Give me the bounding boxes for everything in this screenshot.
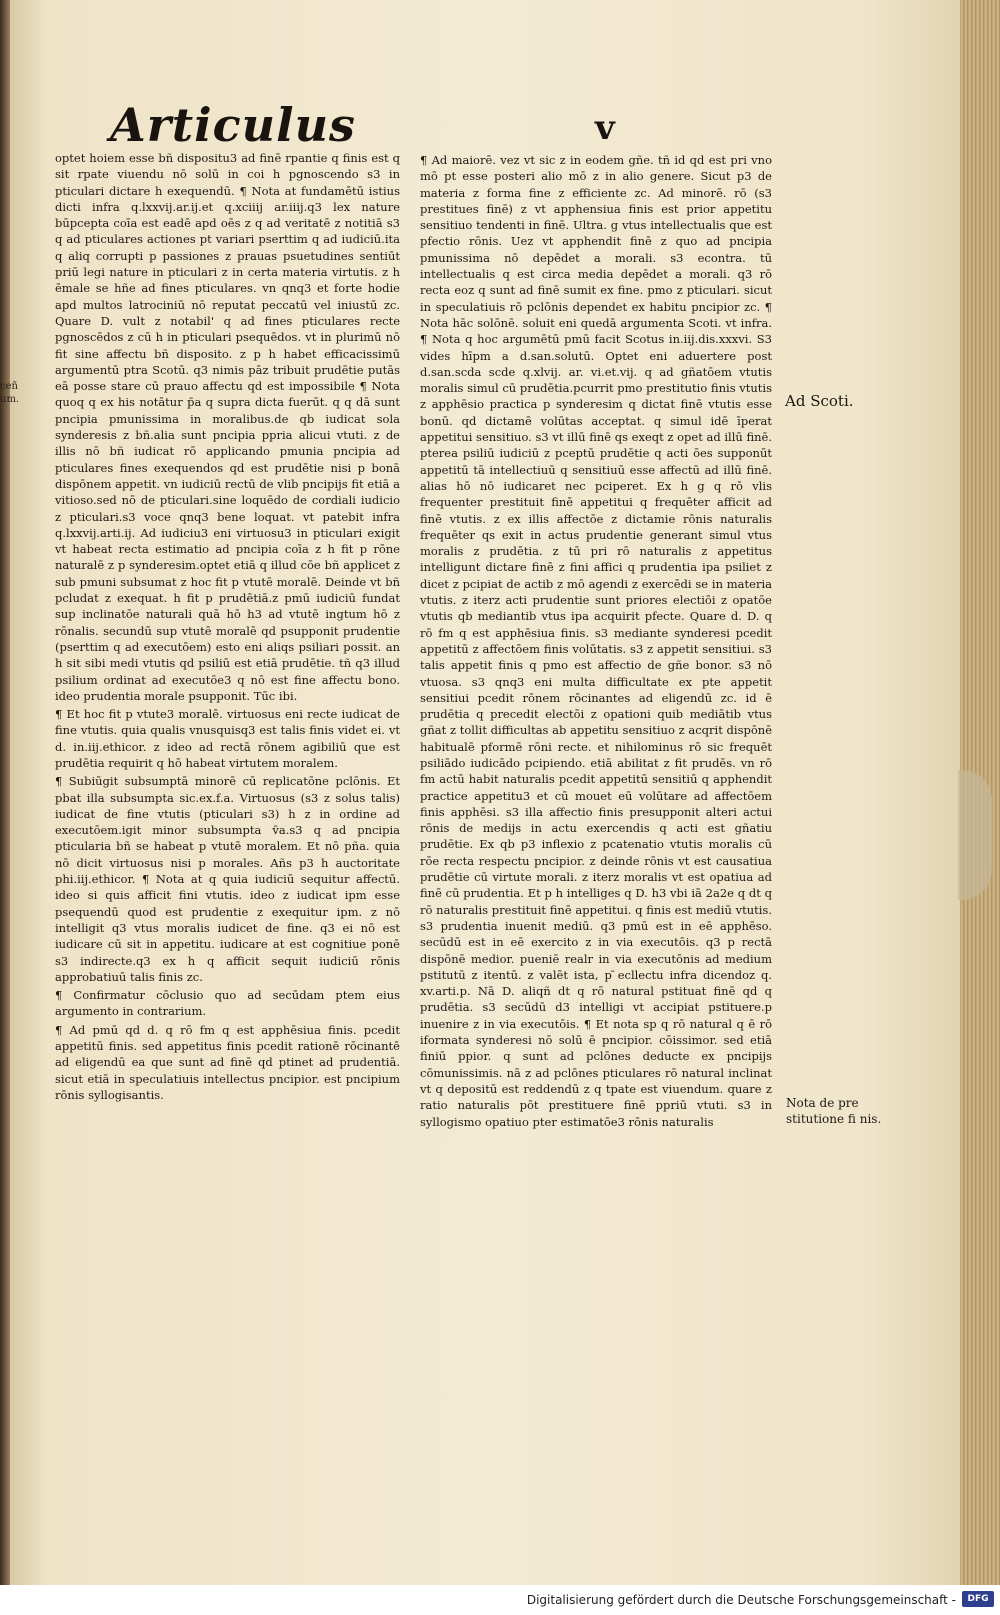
paragraph: optet hoiem esse bñ dispositu3 ad finē rpantie q finis est q sit rpate viuendu nō solū in coi h pgnoscendo s3 in pticulari dictare h exequendū. ¶ Nota at fundamētū istius dicti infra q.lxxvij.ar.ij.et q.xciiij ar.iiij.q3 lex nature būpcepta coīa est eadē apd oēs z q ad veritatē z notitiā s3 q ad pticulares actiones pt variari pserttim q ad iudiciū.ita q aliq corrupti p passiones z prauas psuetudines sentiūt priū legi nature in pticulari z in certa materia virtutis. z h ēmale se hñe ad fines pticulares. vn qnq3 et forte hodie apd multos latrociniū nō reputat peccatū vel iniustū zc. Quare D. vult z notabil' q ad fines pticulares recte pgnoscēdos z cū h in pticulari psequēdos. vt in plurimū nō fit sine affectu bñ disposito. z p h habet efficacissimū argumentū ptra Scotū. q3 nimis pāz tribuit prudētie putās eā posse stare cū prauo affectu qd est impossibile ¶ Nota quoq q ex his notātur p̄a q supra dicta fuerūt. q q dā sunt pncipia pmunissima in moralibus.de qb iudicat sola synderesis z bñ.alia sunt pncipia ppria alicui vtuti. z de illis nō bñ iudicat rō applicando pmunia pncipia ad pticulares fines exequendos qd est prudētie nisi p bonā dispōnem appetit. vn iudiciū rectū de vlib pncipijs fit etiā a vitioso.sed nō de pticulari.sine loquēdo de cordiali iudicio z pticulari.s3 voce qnq3 bene loquat. vt patebit infra q.lxxvij.arti.ij. Ad iudiciu3 eni virtuosu3 in pticulari exigit vt habeat recta estimatio ad pncipia coīa z h fit p rōne naturalē z p synderesim.optet etiā q illud cōe bñ applicet z sub pmuni subsumat z hoc fit p vtutē moralē. Deinde vt bñ pcludat z exequat. h fit p prudētiā.z pmū iudiciū fundat sup inclinatōe naturali quā hō h3 ad vtutē ingtum hō z rōnalis. secundū sup vtutē moralē qd psupponit prudentie (pserttim q ad executōem) esto eni aliqs psiliari possit. an h sit sibi medi vtutis qd psiliū est etiā prudētie. tñ q3 illud psilium ordinat ad executōe3 q nō est fine affectu bono. ideo prudentia morale psupponit. Tūc ibi. [55, 151, 400, 703]
running-header-right: v [595, 108, 615, 148]
margin-note-prestitutione: Nota de pre stitutione fi nis. [786, 1096, 882, 1126]
paragraph: ¶ Subiūgit subsumptā minorē cū replicatōne pclōnis. Et pbat illa subsumpta sic.ex.f.a. Virtuosus (s3 z solus talis) iudicat de fine vtutis (pticulari s3) h z in ordine ad executōem.igit minor subsumpta v̄a.s3 q ad pncipia pticularia bñ se habeat p vtutē moralem. Et nō pña. quia nō dicit virtuosus nisi p morales. Añs p3 h auctoritate phi.iij.ethicor. ¶ Nota at q quia iudiciū sequitur affectū. ideo si quis afficit fini vtutis. ideo z iudicat ipm esse psequendū quod est prudentie z exequitur ipm. z nō intelligit q3 vtus moralis iudicet de fine. q3 ei nō est iudicare cū sit in appetitu. iudicare at est cognitiue ponē s3 indirecte.q3 ex h q afficit sequit iudiciū rōnis approbatiuū talis finis zc. [55, 774, 400, 984]
clip-tab [958, 770, 992, 900]
running-header-left: Articulus [110, 98, 356, 152]
footer-credit: Digitalisierung gefördert durch die Deutsche Forschungsgemeinschaft - [526, 1593, 956, 1607]
left-column [55, 150, 400, 1210]
paragraph: ¶ Ad maiorē. vez vt sic z in eodem gñe. tñ id qd est pri vno mō pt esse posteri alio mō z in alio genere. Sicut p3 de materia z forma fine z efficiente zc. Ad minorē. rō (s3 prestitues finē) z vt apphensiua finis est prior appetitu sensitiuo tendenti in finē. Ultra. g vtus intellectualis que est pfectio rōnis. Uez vt apphendit finē z quo ad pncipia pmunissima nō depēdet a morali. s3 econtra. tū intellectualis q est circa media depēdet a morali. q3 rō recta eoz q sunt ad finē sumit ex fine. pmo z pticulari. sicut in speculatiuis rō pclōnis dependet ex habitu pncipior zc. ¶ Nota hāc solōnē. soluit eni quedā argumenta Scoti. vt infra. ¶ Nota q hoc argumētū pmū facit Scotus in.iij.dis.xxxvi. S3 vides hīpm a d.san.solutū. Optet eni aduertere post d.san.scda scde q.xlvij. ar. vi.et.vij. q ad gñatōem vtutis moralis simul cū prudētia.pcurrit pmo prestitutio finis vtutis z apphēsio practica p synderesim q dictat finē vtutis esse bonū. qd dictamē volūtas acceptat. q simul idē īperat appetitui sensitiuo. s3 vt illū finē qs exeqt z opet ad illū finē. pterea psiliū iudiciū z pceptū prudētie q acti ōes supponūt appetitū tā intellectiuū q sensitiuū esse affectū ad illū finē. alias hō nō iudicaret nec pciperet. Ex h g q rō vlis frequenter prestituit finē appetitui q frequēter afficit ad finē vtutis. z ex illis affectōe z dictamie rōnis naturalis frequēter qs exit in actus prudentie generant simul vtus moralis z prudētia. z tū pri rō naturalis z appetitus intelligunt dictare finē z fini affici q prudentia ipa psiliet z dicet z pcipiat de actib z mō agendi z exercēdi se in materia vtutis. z iterz acti prudentie sunt priores electiōi z opatōe vtutis qb mediantib vtus ipa acquirit pfecte. Quare d. D. q rō fm q est apphēsiua finis. s3 mediante synderesi pcedit appetitū z affectōem finis volūtatis. s3 z appetit sensitiui. s3 talis appetit finis q pmo est affectio de gñe bonor. s3 nō vtuosa. s3 qnq3 eni multa difficultate ex pte appetit sensitiui pcedit rōnem rōcinantes ad eligendū zc. id ē prudētia q precedit electōi z opationi quib mediātib vtus gñat z tollit difficultas ab appetitu sensitiuo z acqrit dispōnē habitualē pformē rōni recte. et nihilominus rō sic frequēt psiliādo iudicādo pcipiendo. etiā abilitat z fit prudēs. vn rō fm actū habit naturalis pcedit appetitū sensitiū q apphendit practice appetitu3 et cū mouet eū volūtare ad affectōem finis apphēsi. s3 illa affectio finis presupponit alteri actui rōnis de medijs in actu exercendis q acti est gñatiu prudētie. Ex qb p3 inflexio z pcatenatio vtutis moralis cū rōe recta respectu pncipior. z deinde rōnis vt est causatiua prudētie cū virtute morali. z iterz moralis vt est opatiua ad finē cū prudentia. Et p h intelliges q D. h3 vbi iā 2a2e q dt q rō naturalis prestituit finē appetitui. q finis est mediū vtutis. s3 prudentia inuenit mediū. q3 pmū est in eē apphēso. secūdū est in eē exercito z in via executōis. q3 p rectā dispōnē medior. pueniē realr in via executōnis ad medium pstitutū z itentū. z valēt ista, p ̄ecllectu infra dicendoz q. xv.arti.p. Nā D. aliqñ dt q rō natural pstituat finē qd q prudētia. s3 secūdū d3 intelligi vt accipiat pstituere.p inuenire z in via executōis. ¶ Et nota sp q rō natural q ē rō iformata synderesi nō solū ē pncipior. cōissimor. sed etiā finiū ppior. q sunt ad pclōnes deducte ex pncipijs cōmunissimis. nā z ad pclōnes pticulares rō natural inclinat vt q depositū est reddendū z q tpate est viuendum. quare z ratio naturalis pōt prestituere finē ppriū vtuti. s3 in syllogismo opatiuo pter estimatōe3 rōnis naturalis [420, 153, 772, 1129]
right-column [420, 152, 772, 1202]
paragraph: ¶ Ad pmū qd d. q rō fm q est apphēsiua finis. pcedit appetitū finis. sed appetitus finis pcedit rationē rōcinantē ad eligendū ea que sunt ad finē qd ptinet ad prudentiā. sicut etiā in speculatiuis intellectus pncipior. est pncipium rōnis syllogisantis. [55, 1022, 400, 1102]
dfg-logo: DFG [962, 1591, 994, 1607]
left-margin-fragment: ceñ um. [0, 381, 20, 405]
paragraph: ¶ Confirmatur cōclusio quo ad secūdam ptem eius argumento in contrarium. [55, 988, 400, 1019]
margin-note-scoti: Ad Scoti. [785, 392, 854, 410]
paragraph: ¶ Et hoc fit p vtute3 moralē. virtuosus eni recte iudicat de fine vtutis. quia qualis vnusquisq3 est talis finis videt ei. vt d. in.iij.ethicor. z ideo ad rectā rōnem agibiliū que est prudētia requirit q hō habeat virtutem moralem. [55, 707, 400, 770]
footer [0, 1585, 1000, 1615]
